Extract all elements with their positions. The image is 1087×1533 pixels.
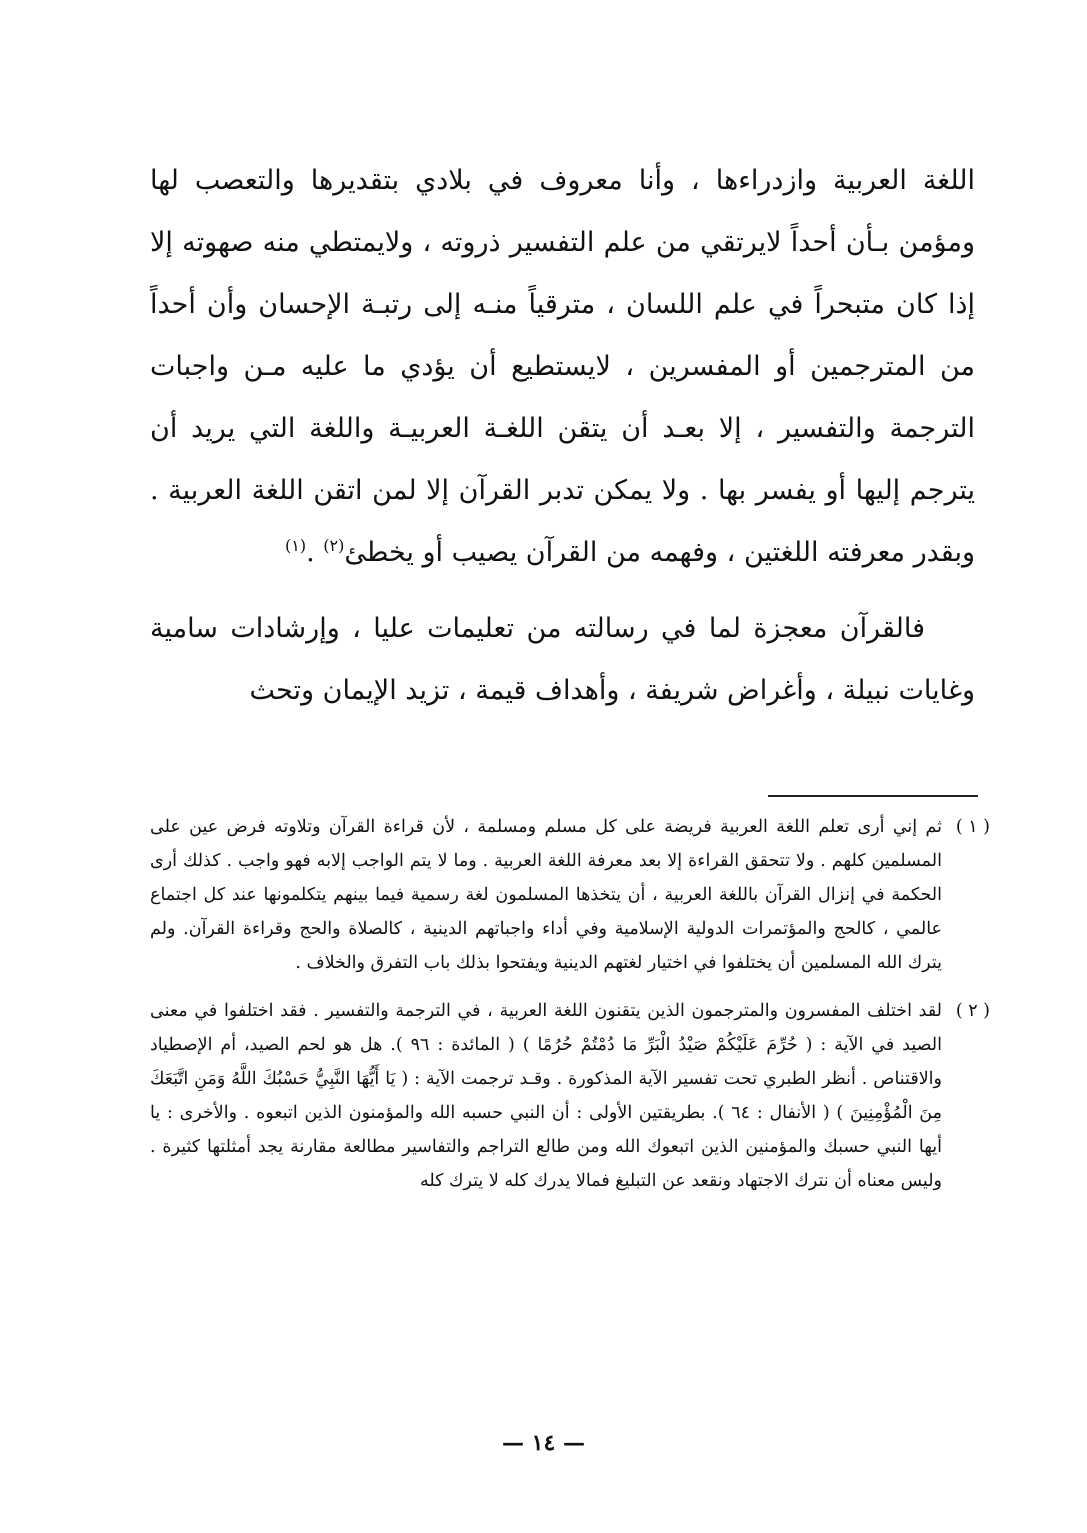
footnote-separator <box>768 795 978 797</box>
footnote-1 <box>150 810 990 980</box>
footnote-ref-2: (٢) <box>323 536 345 555</box>
footnote-number: ( ٢ ) <box>955 1001 990 1021</box>
footnote-2 <box>150 994 990 1198</box>
footnote-text: ثم إني أرى تعلم اللغة العربية فريضة على كل مسلم ومسلمة ، لأن قراءة القرآن وتلاوته فرض عين على المسلمين كلهم . ولا تتحقق القراءة إلا بعد معرفة اللغة العربية . وما لا يتم الواجب إلابه فهو واجب . كذلك أرى الحكمة في إنزال القرآن باللغة العربية ، أن يتخذها المسلمون لغة رسمية فيما بينهم يتكلمونها عند كل اجتماع عالمي ، كالحج والمؤتمرات الدولية الإسلامية وفي أداء واجباتهم الدينية ، كالصلاة والحج وقراءة القرآن. ولم يترك الله المسلمين أن يختلفوا في اختيار لغتهم الدينية ويفتحوا بذلك باب التفرق والخلاف . <box>150 817 942 973</box>
page-number: — ١٤ — <box>502 1430 585 1456</box>
paragraph-1-text: اللغة العربية وازدراءها ، وأنا معروف في بلادي بتقديرها والتعصب لها ومؤمن بـأن أحداً لايرتقي من علم التفسير ذروته ، ولايمتطي منه صهوته إلا إذا كان متبحراً في علم اللسان ، مترقياً منـه إلى رتبـة الإحسان وأن أحداً من المترجمين أو المفسرين ، لايستطيع أن يؤدي ما عليه مـن واجبات الترجمة والتفسير ، إلا بعـد أن يتقن اللغـة العربيـة واللغة التي يريد أن يترجم إليها أو يفسر بها . ولا يمكن تدبر القرآن إلا لمن اتقن اللغة العربية . وبقدر معرفته اللغتين ، وفهمه من القرآن يصيب أو يخطئ <box>150 165 975 568</box>
paragraph-2: فالقرآن معجزة لما في رسالته من تعليمات عليا ، وإرشادات سامية وغايات نبيلة ، وأغراض شريفة ، وأهداف قيمة ، تزيد الإيمان وتحث <box>150 613 975 706</box>
footnotes <box>150 810 990 1212</box>
main-body-text <box>150 150 975 722</box>
footnote-text: لقد اختلف المفسرون والمترجمون الذين يتقنون اللغة العربية ، في الترجمة والتفسير . فقد اختلفوا في معنى الصيد في الآية : ( حُرِّمَ عَلَيْكُمْ صَيْدُ الْبَرِّ مَا دُمْتُمْ حُرُمًا ) ( المائدة : ٩٦ ). هل هو لحم الصيد، أم الإصطياد والاقتناص . أنظر الطبري تحت تفسير الآية المذكورة . وقـد ترجمت الآية : ( يَا أَيُّهَا النَّبِيُّ حَسْبُكَ اللَّهُ وَمَنِ اتَّبَعَكَ مِنَ الْمُؤْمِنِينَ ) ( الأنفال : ٦٤ ). بطريقتين الأولى : أن النبي حسبه الله والمؤمنون الذين اتبعوه . والأخرى : يا أيها النبي حسبك والمؤمنين الذين اتبعوك الله ومن طالع التراجم والتفاسير مطالعة مقارنة يجد أمثلتها كثيرة . وليس معناه أن نترك الاجتهاد ونقعد عن التبليغ فمالا يدرك كله لا يترك كله <box>150 1001 942 1191</box>
paragraph-1-end: . <box>306 537 324 568</box>
footnote-number: ( ١ ) <box>955 817 990 837</box>
paragraph-1 <box>150 150 975 584</box>
footnote-ref-1: (١) <box>284 536 307 555</box>
